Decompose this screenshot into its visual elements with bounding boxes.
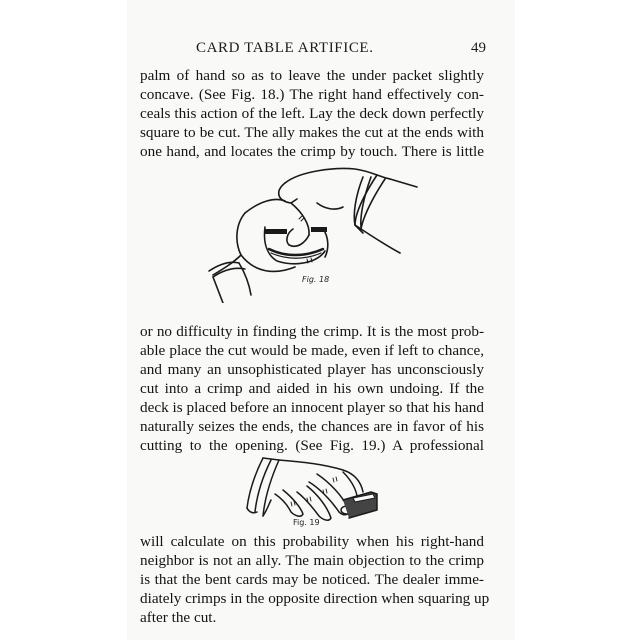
running-header xyxy=(140,40,488,60)
text-line: will calculate on this probability when his right-hand xyxy=(140,533,484,550)
text-line: diately crimps in the opposite direction when squaring up xyxy=(140,590,490,607)
text-line: concave. (See Fig. 18.) The right hand effectively con- xyxy=(140,86,484,103)
text-line: palm of hand so as to leave the under packet slightly xyxy=(140,67,484,84)
text-line: naturally seizes the ends, the chances are in favor of his xyxy=(140,418,484,435)
text-line: cutting to the opening. (See Fig. 19.) A professional xyxy=(140,437,484,454)
text-line: square to be cut. The ally makes the cut at the ends with xyxy=(140,124,484,141)
page-number: 49 xyxy=(471,40,486,56)
text-line: and many an unsophisticated player has unconsciously xyxy=(140,361,484,378)
paragraph-2 xyxy=(140,322,484,455)
figure-19-caption: Fig. 19 xyxy=(293,518,320,527)
text-line: able place the cut would be made, even if left to chance, xyxy=(140,342,484,359)
text-line: neighbor is not an ally. The main objection to the crimp xyxy=(140,552,484,569)
text-line: cut into a crimp and aided in his own undoing. If the xyxy=(140,380,484,397)
text-line: one hand, and locates the crimp by touch. There is little xyxy=(140,143,484,160)
figure-18-caption: Fig. 18 xyxy=(302,275,330,284)
text-line: is that the bent cards may be noticed. The dealer imme- xyxy=(140,571,484,588)
paragraph-3 xyxy=(140,532,490,627)
text-line: or no difficulty in finding the crimp. It is the most prob- xyxy=(140,323,484,340)
paragraph-1 xyxy=(140,66,484,161)
text-line: after the cut. xyxy=(140,609,217,626)
text-line: deck is placed before an innocent player so that his hand xyxy=(140,399,484,416)
running-title: CARD TABLE ARTIFICE. xyxy=(196,40,374,56)
text-line: ceals this action of the left. Lay the deck down perfectly xyxy=(140,105,484,122)
